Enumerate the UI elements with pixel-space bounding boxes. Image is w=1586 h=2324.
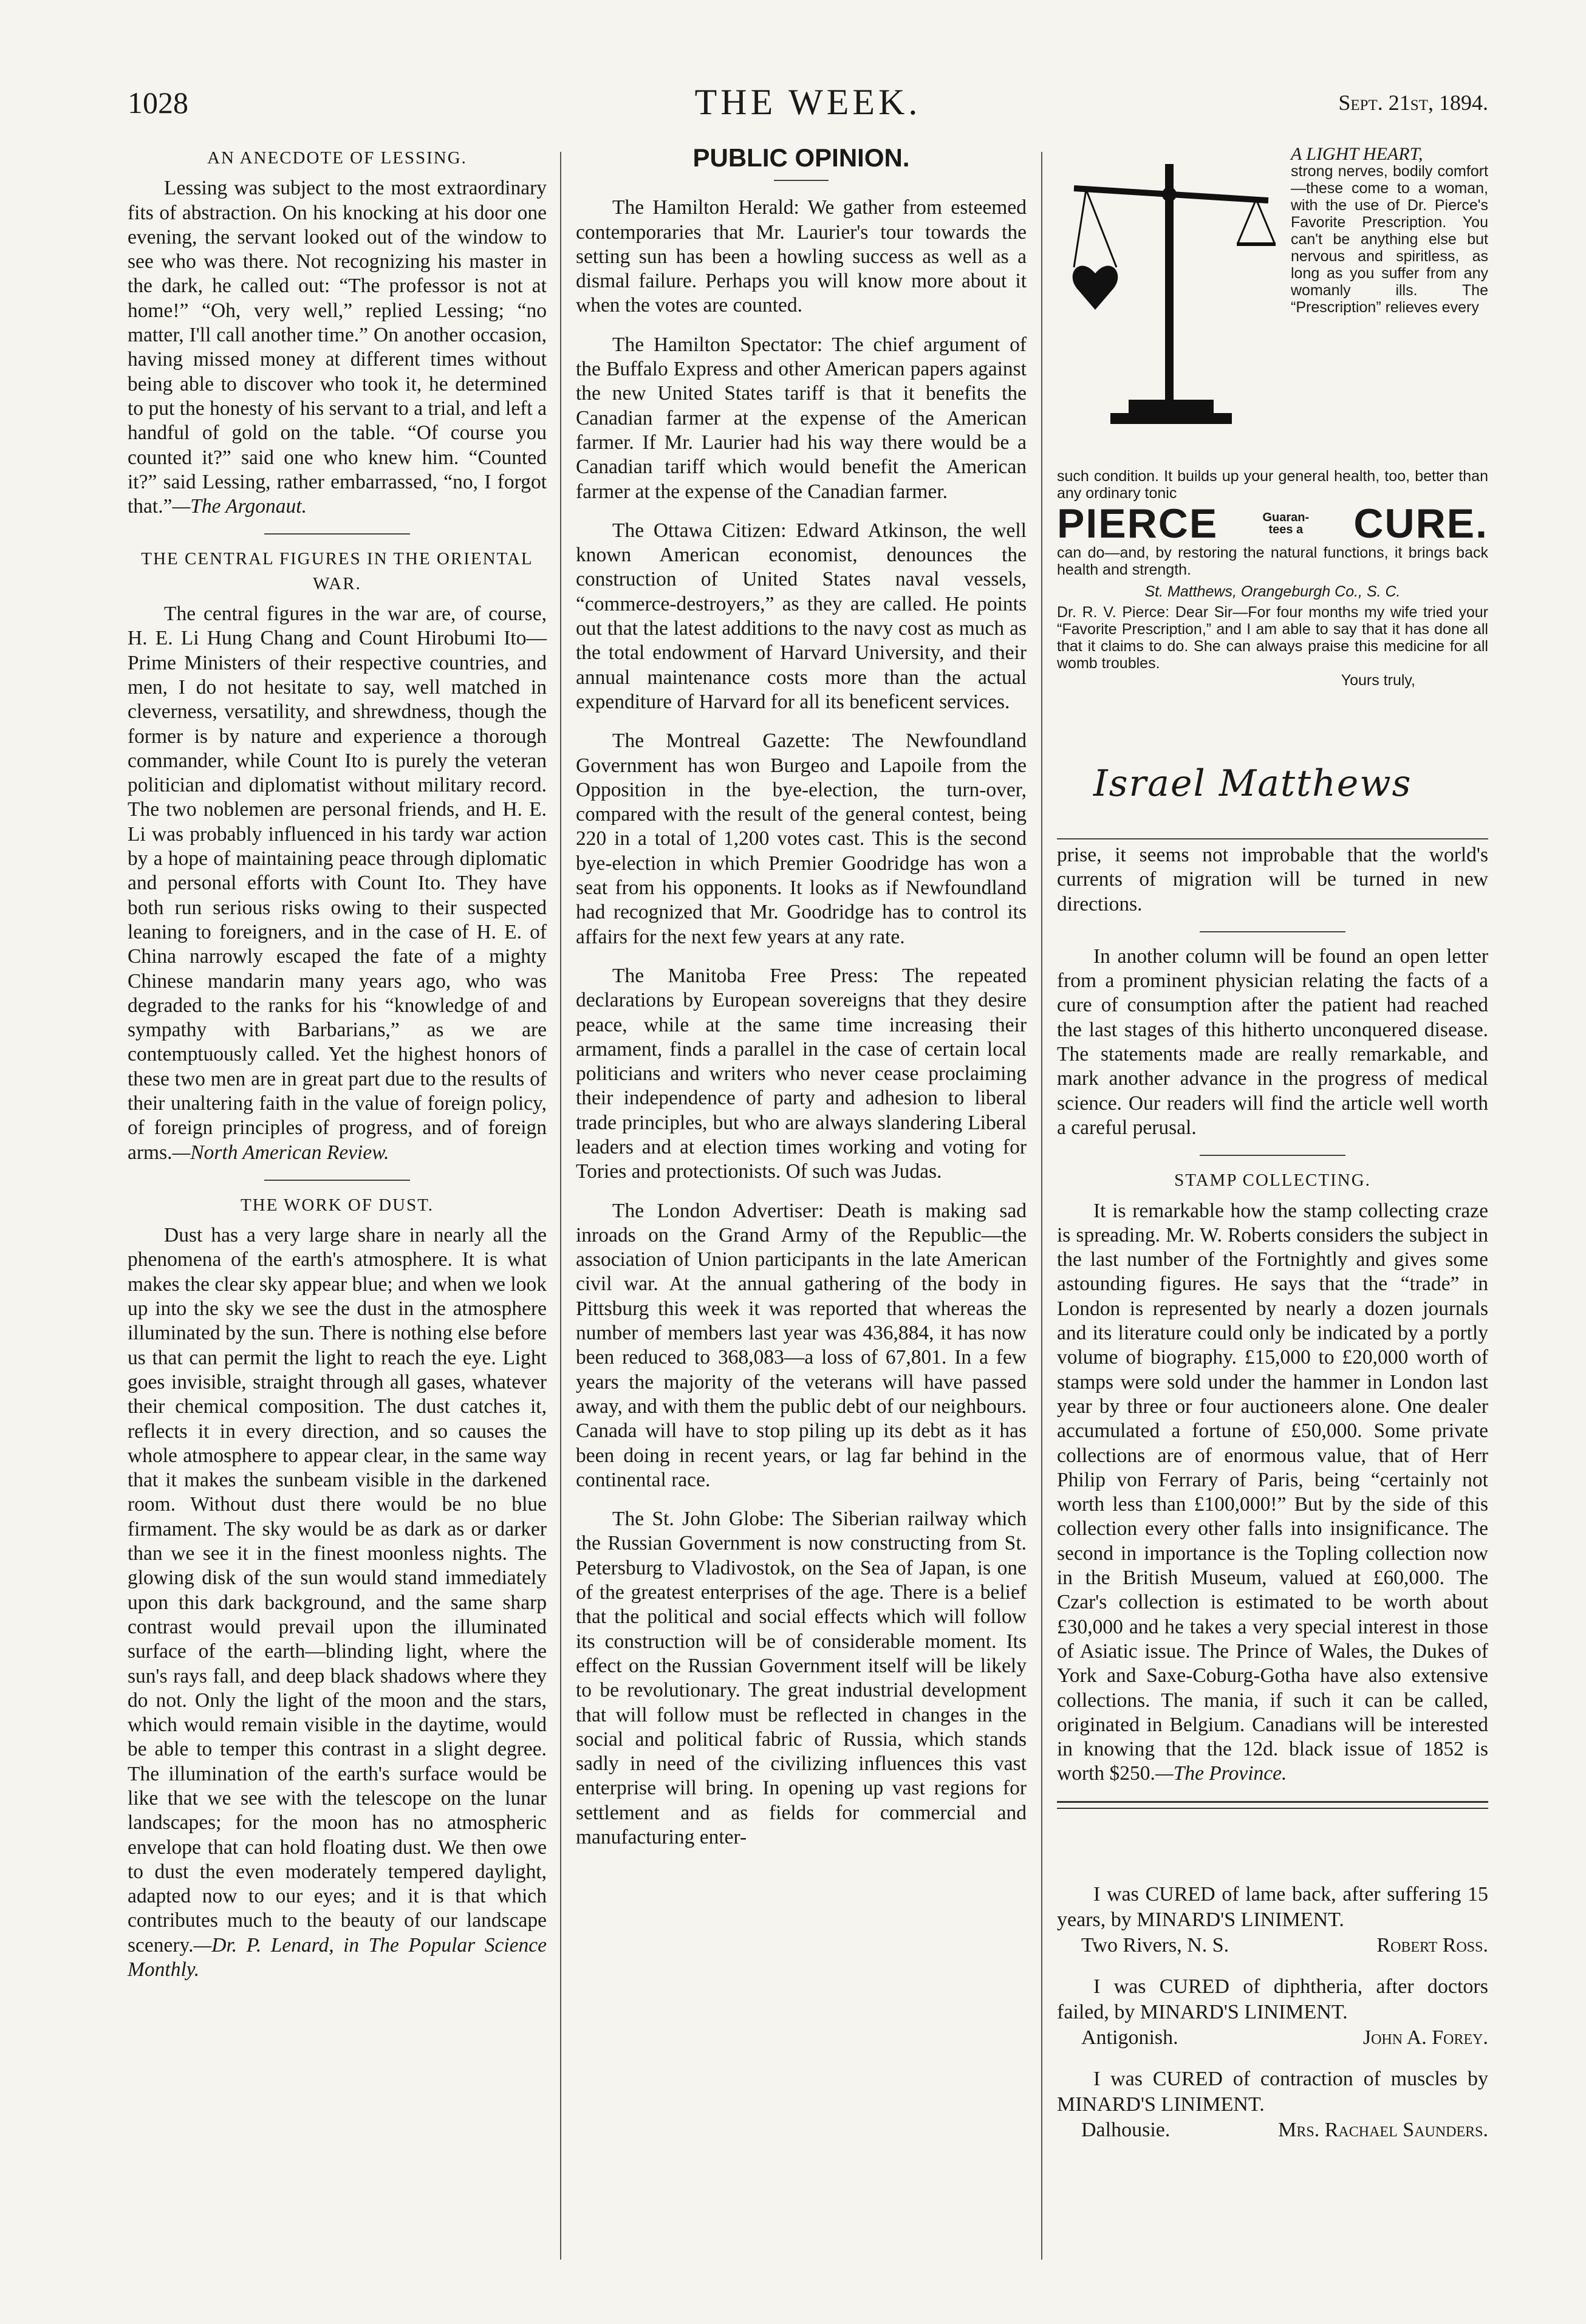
article-title: THE WORK OF DUST. <box>240 1195 434 1215</box>
opinion-item: The Hamilton Spectator: The chief argument of the Buffalo Express and other American papers against the new United States tariff is that it benefits the Canadian farmer at the expense of the American farmer. If Mr. Laurier had his way there would be a Canadian tariff which would benefit the American farmer at the expense of the Canadian farmer. <box>576 333 1027 503</box>
testimonial-place: Antigonish. <box>1081 2026 1178 2049</box>
column-rule <box>1041 152 1042 2260</box>
column-3 <box>1057 146 1488 2159</box>
issue-date: Sept. 21st, 1894. <box>1338 91 1488 115</box>
article-title: THE CENTRAL FIGURES IN THE ORIENTAL WAR. <box>141 549 533 593</box>
ad-body: strong nerves, bodily comfort—these come to a woman, with the use of Dr. Pierce's Favorite Prescription. You can't be anything else but nervous and spiritless, as long as you suffer from any womanly ills. The “Prescription” relieves every <box>1291 163 1488 316</box>
opinion-item: The Ottawa Citizen: Edward Atkinson, the well known American economist, denounces the construction of United States naval vessels, “commerce-destroyers,” as they are called. He points out that the latest additions to the navy cost as much as the total endowment of Harvard University, and their annual maintenance costs more than the actual expenditure of Harvard for all its beneficent services. <box>576 519 1027 713</box>
article-body: Dust has a very large share in nearly all the phenomena of the earth's atmosphere. It is what makes the clear sky appear blue; and when we look up into the sky we see the dust in the atmosphere illuminated by the sun. There is nothing else before us that can permit the light to reach the eye. Light goes invisible, straight through all gases, whatever their chemical composition. The dust catches it, reflects it in every direction, and so causes the whole atmosphere to appear clear, in the same way that it makes the sunbeam visible in the darkened room. Without dust there would be no blue firmament. The sky would be as dark as or darker than we see it in the finest moonless nights. The glowing disk of the sun would stand immediately upon this dark background, and the same sharp contrast would prevail upon the illuminated surface of the earth—blinding light, where the sun's rays fall, and deep black shadows where they do not. Only the light of the moon and the stars, which would remain visible in the daytime, would be able to temper this contrast in a slight degree. The illumination of the earth's surface would be like that we see with the telescope on the lunar landscapes; for the moon has no atmospheric envelope that can hold floating dust. We then owe to dust the even moderately tempered daylight, adapted now to our eyes; and it is that which contributes much to the beauty of our landscape scenery.—Dr. P. Lenard, in The Popular Science Monthly. <box>128 1224 547 1981</box>
page-header <box>128 82 1488 134</box>
article-continuation: prise, it seems not improbable that the world's currents of migration will be turned in new directions. <box>1057 844 1488 915</box>
opinion-item: The St. John Globe: The Siberian railway which the Russian Government is now constructing from St. Petersburg to Vladivostok, on the Sea of Japan, is one of the greatest enterprises of the age. There is a belief that the political and social effects which will follow its construction will be of considerable moment. Its effect on the Russian Government itself will be likely to be revolutionary. The great industrial development that will follow must be reflected in changes in the social and political fabric of Russia, which stands sadly in need of the civilizing influences this vast enterprise will bring. In opening up vast regions for settlement and as fields for commercial and manufacturing enter- <box>576 1508 1027 1848</box>
divider <box>1200 1155 1345 1156</box>
divider <box>264 533 410 535</box>
minards-testimonials <box>1057 1882 1488 2143</box>
brand-guarantee: Guaran-tees a <box>1262 511 1310 536</box>
column-rule <box>560 152 561 2260</box>
testimonial <box>1057 1882 1488 1958</box>
testimonial-text: I was CURED of contraction of muscles by MINARD'S LINIMENT. <box>1057 2067 1488 2116</box>
article-central-figures <box>128 547 547 1164</box>
column-2 <box>576 143 1027 1864</box>
article-title: STAMP COLLECTING. <box>1174 1171 1371 1191</box>
article-title: AN ANECDOTE OF LESSING. <box>207 148 467 168</box>
article-body: It is remarkable how the stamp collecting craze is spreading. Mr. W. Roberts considers the subject in the last number of the Fortnightly and gives some astounding figures. He says that the “trade” in London is represented by nearly a dozen journals and its literature could only be indicated by a portly volume of biography. £15,000 to £20,000 worth of stamps were sold under the hammer in London last year by three or four auctioneers alone. One dealer accumulated a fortune of £50,000. Some private collections are of enormous value, that of Herr Philip von Ferrary of Paris, being “certainly not worth less than £100,000!” But by the side of this collection every other falls into insignificance. The second in importance is the Topling collection now in the British Museum, valued at £60,000. The Czar's collection is estimated to be worth about £30,000 and he takes a very special interest in those of Asiatic issue. The Prince of Wales, the Dukes of York and Saxe-Coburg-Gotha have also extensive collections. The mania, if such it can be called, originated in Belgium. Canadians will be interested in knowing that the 12d. black issue of 1852 is worth $250.—The Province. <box>1057 1199 1488 1785</box>
article-source: —North American Review. <box>172 1141 389 1164</box>
section-title: PUBLIC OPINION. <box>692 143 910 172</box>
article-consumption: In another column will be found an open letter from a prominent physician relating the facts of a cure of consumption after the patient had reached the last stages of this hitherto unconquered disease. The statements made are really remarkable, and mark another advance in the progress of medical science. Our readers will find the article well worth a careful perusal. <box>1057 945 1488 1139</box>
article-lessing <box>128 146 547 519</box>
ad-location: St. Matthews, Orangeburgh Co., S. C. <box>1144 583 1401 600</box>
brand-cure: CURE. <box>1353 501 1488 547</box>
double-rule <box>1057 1801 1488 1809</box>
testimonial-place: Two Rivers, N. S. <box>1081 1933 1229 1957</box>
opinion-item: The London Advertiser: Death is making sad inroads on the Grand Army of the Republic—the association of Union participants in the late American civil war. At the annual gathering of the body in Pittsburg this week it was reported that whereas the number of members last year was 436,884, it has now been reduced to 368,083—a loss of 67,801. In a few years the majority of the veterans will have passed away, and with them the public debt of our neighbours. Canada will have to stop piling up its debt as it has been doing in recent years, or lag far behind in the continental race. <box>576 1199 1027 1491</box>
ad-closing: Yours truly, <box>1341 672 1415 689</box>
pierce-advertisement <box>1057 146 1488 839</box>
page-number: 1028 <box>128 86 188 120</box>
opinion-item: The Manitoba Free Press: The repeated declarations by European sovereigns that they desire peace, while at the same time increasing their armament, finds a parallel in the case of certain local politicians and writers who never cease proclaiming their independence of party and adhesion to liberal trade principles, but who are always slandering Liberal leaders and at election times working and voting for Tories and protectionists. Of such was Judas. <box>576 964 1027 1183</box>
ad-body: can do—and, by restoring the natural functions, it brings back health and strength. <box>1057 544 1488 578</box>
testimonial-text: I was CURED of diphtheria, after doctors failed, by MINARD'S LINIMENT. <box>1057 1975 1488 2023</box>
article-body: Lessing was subject to the most extraordinary fits of abstraction. On his knocking at his door one evening, the servant looked out of the window to see who was there. Not recognizing his master in the dark, he called out: “The professor is not at home!” “Oh, very well,” replied Lessing; “no matter, I'll call another time.” On another occasion, having missed money at different times without being able to discover who took it, he determined to put the honesty of his servant to a trial, and left a handful of gold on the table. “Of course you counted it?” said one who knew him. “Counted it?” said Lessing, rather embarrassed, “no, I forgot that.”—The Argonaut. <box>128 177 547 518</box>
ad-signature: Israel Matthews <box>1093 762 1412 805</box>
opinion-item: The Hamilton Herald: We gather from esteemed contemporaries that Mr. Laurier's tour towards the setting sun has been a howling success as well as a dismal failure. Perhaps you will know more about it when the votes are counted. <box>576 196 1027 317</box>
balance-scale-icon <box>1062 152 1280 431</box>
brand-pierce: PIERCE <box>1057 501 1219 547</box>
article-source: —Dr. P. Lenard, in The Popular Science Monthly. <box>128 1933 547 1981</box>
article-body: The central figures in the war are, of course, H. E. Li Hung Chang and Count Hirobumi Ito—Prime Ministers of their respective countries, and men, I do not hesitate to say, well matched in cleverness, versatility, and shrewdness, though the former is by nature and experience a thorough commander, while Count Ito is purely the veteran politician and diplomatist without military record. The two noblemen are personal friends, and H. E. Li was probably influenced in his tardy war action by a hope of maintaining peace through diplomatic and personal efforts with Count Ito. They have both run serious risks owing to their suspected leaning to foreigners, and in the case of H. E. of China narrowly escaped the fate of a mighty Chinese mandarin many years ago, who was degraded to the ranks for his “knowledge of and sympathy with Barbarians,” as we are contemptuously called. Yet the highest honors of these two men are in great part due to the results of their unaltering faith in the value of foreign policy, of foreign principles of progress, and of foreign arms.—North American Review. <box>128 603 547 1164</box>
ad-body: such condition. It builds up your general health, too, better than any ordinary tonic <box>1057 468 1488 502</box>
divider <box>1200 931 1345 932</box>
article-dust <box>128 1193 547 1983</box>
ad-copy-lower <box>1057 468 1488 689</box>
testimonial <box>1057 2066 1488 2143</box>
ad-headline: A LIGHT HEART, <box>1291 144 1423 164</box>
testimonial <box>1057 1974 1488 2051</box>
testimonial-name: Robert Ross. <box>1376 1933 1488 1957</box>
column-1 <box>128 146 547 1997</box>
opinion-item: The Montreal Gazette: The Newfoundland Government has won Burgeo and Lapoile from the Opposition in the bye-election, the turn-over, compared with the result of the general contest, being 220 in a total of 1,200 votes cast. This is the second bye-election in which Premier Goodridge has won a seat from his opponents. It looks as if Newfoundland had recognized that Mr. Goodridge has to control its affairs for the next few years at any rate. <box>576 730 1027 948</box>
testimonial-place: Dalhousie. <box>1081 2118 1171 2141</box>
article-source: —The Argonaut. <box>172 495 307 518</box>
masthead: THE WEEK. <box>694 82 921 122</box>
testimonial-text: I was CURED of lame back, after suffering 15 years, by MINARD'S LINIMENT. <box>1057 1882 1488 1931</box>
divider <box>774 180 829 181</box>
testimonial-name: John A. Forey. <box>1362 2026 1488 2049</box>
ad-copy <box>1291 146 1488 316</box>
ad-brand-line <box>1057 501 1488 547</box>
divider <box>264 1180 410 1181</box>
article-source: —The Province. <box>1155 1762 1287 1785</box>
article-stamp-collecting <box>1057 1168 1488 1786</box>
testimonial-name: Mrs. Rachael Saunders. <box>1278 2118 1488 2141</box>
ad-letter: Dr. R. V. Pierce: Dear Sir—For four months my wife tried your “Favorite Prescription,” and I am able to say that it has done all that it claims to do. She can always praise this medicine for all womb troubles. <box>1057 604 1488 672</box>
